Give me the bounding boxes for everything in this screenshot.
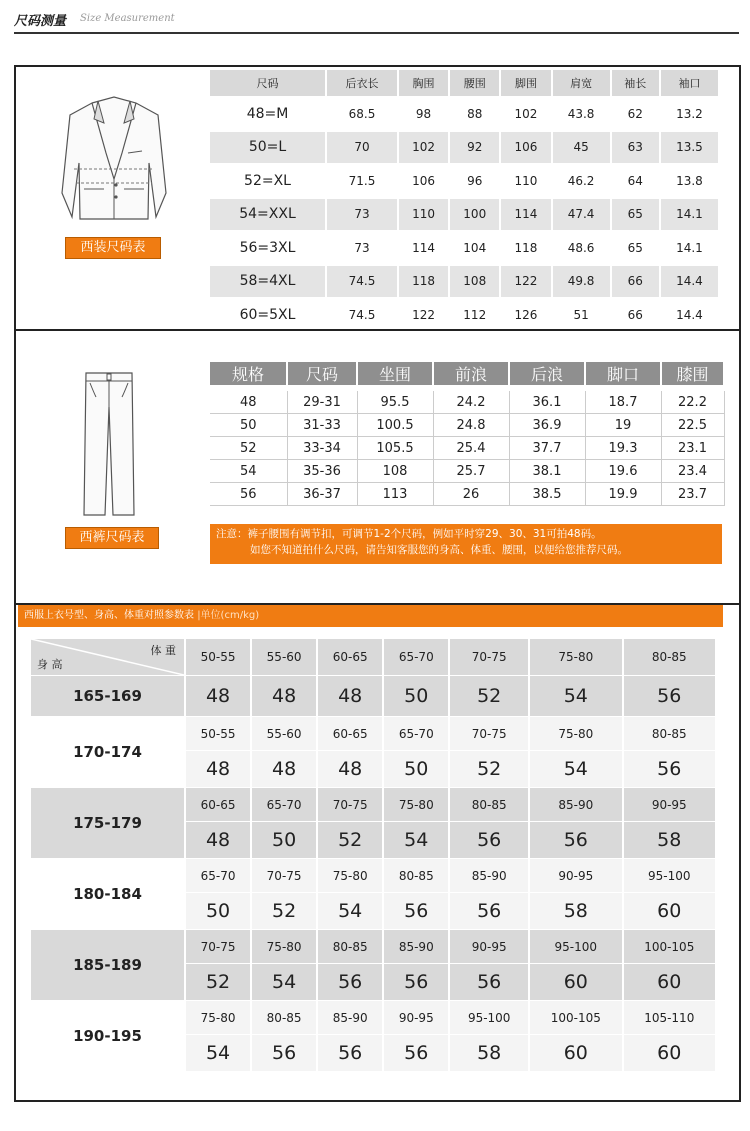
table-cell: 24.8 bbox=[433, 414, 509, 437]
table-cell: 122 bbox=[398, 298, 449, 332]
size-cell: 60 bbox=[623, 893, 716, 930]
height-cell: 175-179 bbox=[31, 788, 185, 859]
weight-cell: 75-80 bbox=[383, 788, 449, 822]
table-cell: 95.5 bbox=[357, 391, 433, 414]
size-cell: 56 bbox=[251, 1035, 317, 1072]
weight-cell: 65-70 bbox=[185, 859, 251, 893]
table-cell: 114 bbox=[500, 198, 551, 232]
col-header: 尺码 bbox=[210, 70, 326, 97]
table-cell: 23.4 bbox=[661, 460, 724, 483]
table-cell: 26 bbox=[433, 483, 509, 506]
weight-cell: 90-95 bbox=[623, 788, 716, 822]
weight-cell: 85-90 bbox=[317, 1001, 383, 1035]
pants-illustration bbox=[80, 369, 138, 517]
size-cell: 48 bbox=[251, 751, 317, 788]
table-row bbox=[210, 265, 719, 299]
table-cell: 56=3XL bbox=[210, 231, 326, 265]
size-cell: 56 bbox=[449, 893, 529, 930]
table-cell: 100 bbox=[449, 198, 500, 232]
table-cell: 18.7 bbox=[585, 391, 661, 414]
size-cell: 60 bbox=[623, 964, 716, 1001]
note-line: 注意：裤子腰围有调节扣，可调节1-2个尺码，例如平时穿29、30、31可拍48码。 bbox=[216, 528, 602, 540]
table-cell: 102 bbox=[398, 131, 449, 165]
table-cell: 47.4 bbox=[552, 198, 611, 232]
table-row bbox=[210, 198, 719, 232]
header-title: 尺码测量 bbox=[14, 14, 67, 29]
weight-cell: 60-65 bbox=[317, 717, 383, 751]
table-cell: 46.2 bbox=[552, 164, 611, 198]
col-header: 袖长 bbox=[611, 70, 660, 97]
table-header-row bbox=[210, 70, 719, 97]
table-cell: 43.8 bbox=[552, 97, 611, 131]
table-cell: 29-31 bbox=[287, 391, 357, 414]
size-cell: 56 bbox=[317, 1035, 383, 1072]
table-cell: 14.1 bbox=[660, 231, 719, 265]
jacket-size-tag: 西装尺码表 bbox=[65, 237, 161, 259]
size-cell: 48 bbox=[185, 751, 251, 788]
weight-header: 55-60 bbox=[251, 639, 317, 676]
weight-cell: 60-65 bbox=[185, 788, 251, 822]
table-cell: 25.4 bbox=[433, 437, 509, 460]
col-header: 前浪 bbox=[433, 362, 509, 385]
table-cell: 38.1 bbox=[509, 460, 585, 483]
col-header: 腰围 bbox=[449, 70, 500, 97]
table-cell: 51 bbox=[552, 298, 611, 332]
weight-cell: 95-100 bbox=[623, 859, 716, 893]
table-cell: 48=M bbox=[210, 97, 326, 131]
table-cell: 66 bbox=[611, 298, 660, 332]
size-cell: 54 bbox=[383, 822, 449, 859]
table-cell: 36.1 bbox=[509, 391, 585, 414]
table-row bbox=[210, 460, 724, 483]
weight-cell: 100-105 bbox=[529, 1001, 622, 1035]
table-cell: 52=XL bbox=[210, 164, 326, 198]
weight-cell: 70-75 bbox=[185, 930, 251, 964]
size-cell: 56 bbox=[383, 1035, 449, 1072]
size-cell: 56 bbox=[449, 822, 529, 859]
table-cell: 63 bbox=[611, 131, 660, 165]
size-cell: 56 bbox=[623, 676, 716, 717]
table-cell: 13.2 bbox=[660, 97, 719, 131]
size-cell: 56 bbox=[383, 964, 449, 1001]
weight-header: 50-55 bbox=[185, 639, 251, 676]
size-reference-table bbox=[31, 639, 717, 1072]
table-cell: 33-34 bbox=[287, 437, 357, 460]
size-cell: 48 bbox=[251, 676, 317, 717]
size-cell: 58 bbox=[623, 822, 716, 859]
table-row bbox=[31, 788, 716, 822]
weight-cell: 95-100 bbox=[449, 1001, 529, 1035]
size-cell: 52 bbox=[449, 676, 529, 717]
size-cell: 50 bbox=[251, 822, 317, 859]
weight-header: 75-80 bbox=[529, 639, 622, 676]
table-row bbox=[210, 97, 719, 131]
table-row bbox=[210, 298, 719, 332]
weight-cell: 95-100 bbox=[529, 930, 622, 964]
size-cell: 48 bbox=[317, 676, 383, 717]
table-cell: 106 bbox=[398, 164, 449, 198]
weight-header: 60-65 bbox=[317, 639, 383, 676]
diagonal-divider bbox=[31, 639, 184, 675]
size-cell: 56 bbox=[623, 751, 716, 788]
size-cell: 54 bbox=[251, 964, 317, 1001]
size-cell: 54 bbox=[317, 893, 383, 930]
col-header: 后浪 bbox=[509, 362, 585, 385]
table-cell: 68.5 bbox=[326, 97, 398, 131]
height-cell: 170-174 bbox=[31, 717, 185, 788]
col-header: 胸围 bbox=[398, 70, 449, 97]
table-cell: 71.5 bbox=[326, 164, 398, 198]
table-cell: 14.4 bbox=[660, 298, 719, 332]
table-cell: 110 bbox=[398, 198, 449, 232]
table-cell: 98 bbox=[398, 97, 449, 131]
table-row bbox=[31, 859, 716, 893]
weight-header: 80-85 bbox=[623, 639, 716, 676]
size-cell: 52 bbox=[251, 893, 317, 930]
col-header: 脚围 bbox=[500, 70, 551, 97]
height-cell: 185-189 bbox=[31, 930, 185, 1001]
weight-cell: 100-105 bbox=[623, 930, 716, 964]
size-cell: 54 bbox=[185, 1035, 251, 1072]
table-cell: 56 bbox=[210, 483, 287, 506]
size-reference-panel bbox=[14, 603, 741, 1102]
table-cell: 70 bbox=[326, 131, 398, 165]
weight-cell: 80-85 bbox=[449, 788, 529, 822]
table-cell: 19 bbox=[585, 414, 661, 437]
col-header: 坐围 bbox=[357, 362, 433, 385]
table-row bbox=[210, 164, 719, 198]
table-cell: 113 bbox=[357, 483, 433, 506]
pants-size-note bbox=[210, 524, 722, 564]
table-cell: 64 bbox=[611, 164, 660, 198]
weight-header: 70-75 bbox=[449, 639, 529, 676]
size-cell: 52 bbox=[185, 964, 251, 1001]
table-cell: 114 bbox=[398, 231, 449, 265]
table-cell: 112 bbox=[449, 298, 500, 332]
size-cell: 52 bbox=[317, 822, 383, 859]
size-cell: 56 bbox=[317, 964, 383, 1001]
table-cell: 52 bbox=[210, 437, 287, 460]
table-cell: 126 bbox=[500, 298, 551, 332]
table-row bbox=[31, 676, 716, 717]
size-cell: 50 bbox=[185, 893, 251, 930]
weight-cell: 65-70 bbox=[251, 788, 317, 822]
weight-cell: 75-80 bbox=[251, 930, 317, 964]
table-cell: 62 bbox=[611, 97, 660, 131]
table-row bbox=[31, 930, 716, 964]
weight-cell: 80-85 bbox=[317, 930, 383, 964]
table-cell: 31-33 bbox=[287, 414, 357, 437]
weight-cell: 80-85 bbox=[383, 859, 449, 893]
table-cell: 102 bbox=[500, 97, 551, 131]
weight-cell: 70-75 bbox=[251, 859, 317, 893]
table-cell: 25.7 bbox=[433, 460, 509, 483]
height-label: 身 高 bbox=[37, 658, 63, 671]
table-cell: 65 bbox=[611, 231, 660, 265]
jacket-illustration bbox=[54, 93, 174, 229]
table-cell: 118 bbox=[398, 265, 449, 299]
table-row bbox=[31, 1001, 716, 1035]
size-cell: 50 bbox=[383, 676, 449, 717]
weight-cell: 55-60 bbox=[251, 717, 317, 751]
table-cell: 14.4 bbox=[660, 265, 719, 299]
table-cell: 54=XXL bbox=[210, 198, 326, 232]
pants-size-tag: 西裤尺码表 bbox=[65, 527, 159, 549]
table-cell: 73 bbox=[326, 198, 398, 232]
table-cell: 13.8 bbox=[660, 164, 719, 198]
table-cell: 74.5 bbox=[326, 265, 398, 299]
table-row bbox=[210, 131, 719, 165]
table-row bbox=[210, 414, 724, 437]
size-cell: 60 bbox=[623, 1035, 716, 1072]
table-cell: 104 bbox=[449, 231, 500, 265]
weight-cell: 85-90 bbox=[529, 788, 622, 822]
table-row bbox=[210, 231, 719, 265]
table-cell: 122 bbox=[500, 265, 551, 299]
weight-cell: 50-55 bbox=[185, 717, 251, 751]
header-subtitle: Size Measurement bbox=[80, 13, 175, 24]
table-header-row bbox=[210, 362, 724, 385]
col-header: 尺码 bbox=[287, 362, 357, 385]
table-cell: 108 bbox=[449, 265, 500, 299]
pants-size-table bbox=[210, 362, 725, 506]
weight-cell: 75-80 bbox=[185, 1001, 251, 1035]
page-header bbox=[14, 8, 739, 34]
table-row bbox=[210, 391, 724, 414]
reference-title-bar bbox=[18, 605, 723, 627]
size-cell: 60 bbox=[529, 1035, 622, 1072]
table-cell: 106 bbox=[500, 131, 551, 165]
weight-cell: 75-80 bbox=[317, 859, 383, 893]
table-cell: 49.8 bbox=[552, 265, 611, 299]
table-cell: 92 bbox=[449, 131, 500, 165]
reference-unit: |单位(cm/kg) bbox=[197, 610, 260, 621]
table-row bbox=[210, 437, 724, 460]
weight-header: 65-70 bbox=[383, 639, 449, 676]
table-cell: 19.6 bbox=[585, 460, 661, 483]
table-cell: 118 bbox=[500, 231, 551, 265]
height-cell: 165-169 bbox=[31, 676, 185, 717]
size-cell: 56 bbox=[383, 893, 449, 930]
size-cell: 52 bbox=[449, 751, 529, 788]
table-cell: 96 bbox=[449, 164, 500, 198]
size-cell: 58 bbox=[529, 893, 622, 930]
height-cell: 190-195 bbox=[31, 1001, 185, 1072]
col-header: 袖口 bbox=[660, 70, 719, 97]
table-cell: 23.1 bbox=[661, 437, 724, 460]
size-cell: 50 bbox=[383, 751, 449, 788]
table-cell: 110 bbox=[500, 164, 551, 198]
table-cell: 58=4XL bbox=[210, 265, 326, 299]
weight-cell: 90-95 bbox=[449, 930, 529, 964]
table-cell: 23.7 bbox=[661, 483, 724, 506]
weight-cell: 105-110 bbox=[623, 1001, 716, 1035]
table-cell: 36-37 bbox=[287, 483, 357, 506]
table-cell: 50 bbox=[210, 414, 287, 437]
table-cell: 19.9 bbox=[585, 483, 661, 506]
reference-title: 西服上衣号型、身高、体重对照参数表 bbox=[24, 610, 194, 621]
size-cell: 48 bbox=[185, 822, 251, 859]
table-cell: 35-36 bbox=[287, 460, 357, 483]
size-cell: 54 bbox=[529, 676, 622, 717]
height-cell: 180-184 bbox=[31, 859, 185, 930]
table-cell: 24.2 bbox=[433, 391, 509, 414]
jacket-size-table bbox=[210, 70, 720, 333]
weight-cell: 70-75 bbox=[317, 788, 383, 822]
table-cell: 50=L bbox=[210, 131, 326, 165]
note-line: 如您不知道拍什么尺码，请告知客服您的身高、体重、腰围，以便给您推荐尺码。 bbox=[250, 544, 628, 556]
weight-cell: 65-70 bbox=[383, 717, 449, 751]
table-cell: 60=5XL bbox=[210, 298, 326, 332]
col-header: 肩宽 bbox=[552, 70, 611, 97]
table-cell: 38.5 bbox=[509, 483, 585, 506]
table-cell: 73 bbox=[326, 231, 398, 265]
col-header: 规格 bbox=[210, 362, 287, 385]
table-row bbox=[210, 483, 724, 506]
table-header-row bbox=[31, 639, 716, 676]
size-cell: 60 bbox=[529, 964, 622, 1001]
table-cell: 105.5 bbox=[357, 437, 433, 460]
pants-size-panel bbox=[14, 329, 741, 607]
table-cell: 65 bbox=[611, 198, 660, 232]
size-cell: 56 bbox=[449, 964, 529, 1001]
table-cell: 88 bbox=[449, 97, 500, 131]
table-cell: 14.1 bbox=[660, 198, 719, 232]
jacket-size-panel bbox=[14, 65, 741, 331]
col-header: 后衣长 bbox=[326, 70, 398, 97]
weight-cell: 85-90 bbox=[383, 930, 449, 964]
table-cell: 66 bbox=[611, 265, 660, 299]
table-cell: 22.2 bbox=[661, 391, 724, 414]
table-cell: 19.3 bbox=[585, 437, 661, 460]
weight-cell: 70-75 bbox=[449, 717, 529, 751]
weight-cell: 80-85 bbox=[251, 1001, 317, 1035]
table-cell: 45 bbox=[552, 131, 611, 165]
corner-header bbox=[31, 639, 185, 676]
weight-cell: 90-95 bbox=[383, 1001, 449, 1035]
table-cell: 22.5 bbox=[661, 414, 724, 437]
weight-cell: 80-85 bbox=[623, 717, 716, 751]
table-cell: 37.7 bbox=[509, 437, 585, 460]
size-cell: 48 bbox=[185, 676, 251, 717]
table-cell: 100.5 bbox=[357, 414, 433, 437]
size-cell: 56 bbox=[529, 822, 622, 859]
table-cell: 108 bbox=[357, 460, 433, 483]
table-cell: 54 bbox=[210, 460, 287, 483]
weight-cell: 85-90 bbox=[449, 859, 529, 893]
col-header: 膝围 bbox=[661, 362, 724, 385]
table-cell: 13.5 bbox=[660, 131, 719, 165]
table-cell: 74.5 bbox=[326, 298, 398, 332]
table-cell: 36.9 bbox=[509, 414, 585, 437]
size-cell: 48 bbox=[317, 751, 383, 788]
size-cell: 54 bbox=[529, 751, 622, 788]
weight-label: 体 重 bbox=[150, 644, 176, 657]
table-cell: 48 bbox=[210, 391, 287, 414]
weight-cell: 90-95 bbox=[529, 859, 622, 893]
size-cell: 58 bbox=[449, 1035, 529, 1072]
table-cell: 48.6 bbox=[552, 231, 611, 265]
col-header: 脚口 bbox=[585, 362, 661, 385]
weight-cell: 75-80 bbox=[529, 717, 622, 751]
table-row bbox=[31, 717, 716, 751]
